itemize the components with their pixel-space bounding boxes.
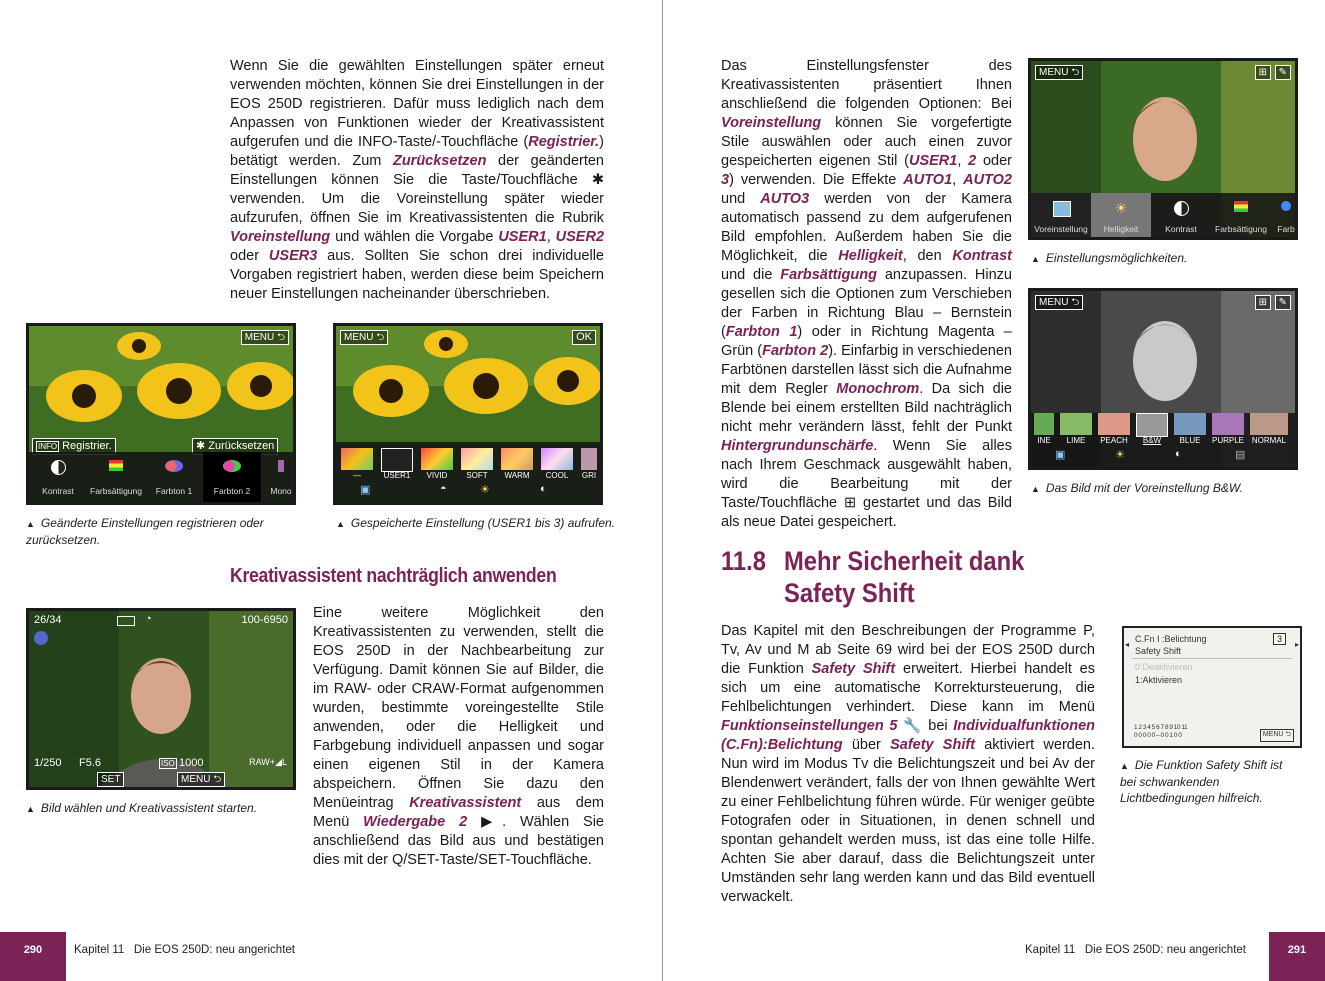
text-run: aktiviert werden. Nun wird im Modus Tv die Belichtungszeit und bei Av der Blendenwert verändert, falls der von Ihnen gewählte Wert zu einer Fehlbelichtung führen würde. Für weniger geübte Fotografen oder in Situationen, in denen schnell und spontan gehandelt werden muss, ist das eine tolle Hilfe. Achten Sie aber darauf, dass die Belichtungszeit unter Umständen sehr lang werden kann und das Bild eventuell verwackelt. xyxy=(721,737,1095,905)
emphasized-term: USER3 xyxy=(268,248,318,264)
emphasized-term: Voreinstellung xyxy=(721,115,822,131)
page-number: 290 xyxy=(0,932,66,981)
emphasized-term: Registrier. xyxy=(528,134,600,150)
section-heading: Kreativassistent nachträglich anwenden xyxy=(230,565,557,587)
caption-marker-icon: ▲ xyxy=(26,519,35,529)
people-icon: ◓ xyxy=(440,483,447,495)
cfn-index-row1: 1 2 3 4 5 6 7 8 9 10 11 xyxy=(1134,724,1188,731)
save-start-icon[interactable]: ⊞ xyxy=(1255,65,1271,80)
caption-marker-icon: ▲ xyxy=(1120,761,1129,771)
tab-farb[interactable] xyxy=(1271,193,1298,237)
next-arrow-icon[interactable]: ▸ xyxy=(1294,640,1299,649)
text-run: , xyxy=(957,153,969,169)
preset-bw[interactable]: B&W xyxy=(1133,411,1171,445)
tab-label: Farbton 2 xyxy=(213,486,251,496)
tab-label: Helligkeit xyxy=(1103,224,1139,234)
saturation-icon xyxy=(1234,201,1248,212)
emphasized-term: Zurücksetzen xyxy=(392,153,487,169)
camera-menu-safety-shift xyxy=(1122,626,1302,748)
text-run: ) oder in Richtung Magenta – Grün ( xyxy=(721,324,1012,359)
cfn-index-row2: 0 0 0 0 0 – 0 0 1 0 0 xyxy=(1134,732,1182,739)
wifi-icon: ◔ xyxy=(145,613,152,625)
text-run: können Sie vorgefertigte Stile auswählen oder auch einen zuvor gespeicherten eigenen Stil ( xyxy=(721,115,1012,169)
page-number: 291 xyxy=(1269,932,1325,981)
text-run: ▶. Wählen Sie anschließend das Bild aus und bestätigen dies mit der Q/SET-Taste/SET-Touchfläche. xyxy=(313,814,605,868)
camera-screen-options xyxy=(1028,58,1298,240)
caption-text: Die Funktion Safety Shift ist bei schwankenden Lichtbedingungen hilfreich. xyxy=(1120,758,1283,805)
text-run: , xyxy=(546,229,556,245)
text-run: anzupassen. Hinzu gesellen sich die Optionen zum Verschieben der Farben in Richtung Blau – Bernstein ( xyxy=(721,267,1012,340)
preset-normal[interactable]: NORMAL xyxy=(1247,411,1291,445)
aperture: F5.6 xyxy=(79,757,102,769)
emphasized-term: USER2 xyxy=(555,229,605,245)
emphasized-term: Wiedergabe 2 xyxy=(363,814,468,830)
text-run: aus dem Menü xyxy=(313,795,604,830)
battery-icon xyxy=(117,616,135,626)
preset-purple[interactable]: PURPLE xyxy=(1209,411,1247,445)
emphasized-term: USER1 xyxy=(908,153,958,169)
text-run: Wenn Sie die gewählten Einstellungen später erneut verwenden möchten, können Sie drei Einstellungen in der EOS 250D registrieren. Dafür muss lediglich nach dem Anpassen von Funktionen wieder der Kreativassistent aufgerufen und die INFO-Taste/-Touchfläche ( xyxy=(230,58,604,150)
caption-marker-icon: ▲ xyxy=(336,519,345,529)
text-run: über xyxy=(842,737,891,753)
saturation-icon xyxy=(109,460,123,471)
save-start-icon[interactable]: ⊞ xyxy=(1255,295,1271,310)
frame-count: 26/34 xyxy=(34,614,62,626)
text-run: und xyxy=(721,191,761,207)
brightness-icon: ☀ xyxy=(1114,200,1128,216)
option-tab-bar xyxy=(1031,193,1295,237)
ok-button[interactable]: OK xyxy=(572,330,596,345)
text-run: Das Kapitel mit den Beschreibungen der Programme P, Tv, Av und M ab Seite 69 wird bei der EOS 250D durch die Funktion xyxy=(721,623,1095,677)
contrast-icon: ◐ xyxy=(540,483,547,495)
tab-mono[interactable] xyxy=(261,452,296,502)
iso-badge: ISO xyxy=(161,759,175,768)
preset-tab-icons xyxy=(336,483,600,499)
tab-label: Farbton 1 xyxy=(155,486,193,496)
menu-back-button[interactable]: MENU ⮌ xyxy=(1035,65,1083,80)
preset-gri[interactable]: GRI xyxy=(578,446,600,480)
paragraph-safety-shift xyxy=(721,622,1095,907)
preset-lime[interactable]: LIME xyxy=(1057,411,1095,445)
info-label: INFO xyxy=(38,442,58,451)
caption-playback xyxy=(26,800,296,817)
tab-label: Farbsättigung xyxy=(90,486,142,496)
folder-file-number: 100-6950 xyxy=(241,614,288,626)
tab-label: Voreinstellung xyxy=(1034,224,1088,234)
iso-value: 1000 xyxy=(179,757,204,769)
emphasized-term: Farbsättigung xyxy=(780,267,877,283)
caption-bw xyxy=(1031,480,1301,497)
emphasized-term: AUTO3 xyxy=(760,191,810,207)
menu-back-button[interactable]: MENU ⮌ xyxy=(340,330,388,345)
tab-label: Farb xyxy=(1277,224,1295,234)
tab-label: Farbsättigung xyxy=(1215,224,1267,234)
preset-blue[interactable]: BLUE xyxy=(1171,411,1209,445)
preset-soft[interactable]: SOFT xyxy=(458,446,496,480)
tab-label: Kontrast xyxy=(1165,224,1197,234)
text-run: und wählen die Vorgabe xyxy=(330,229,499,245)
preset-user1[interactable]: USER1 xyxy=(378,446,416,480)
caption-options xyxy=(1031,250,1301,267)
tab-farbsaettigung[interactable] xyxy=(1211,193,1271,237)
right-page xyxy=(663,0,1325,981)
text-run: ). Einfarbig in verschiedenen Farbtönen darstellen lässt sich die Aufnahme mit dem Regler xyxy=(721,343,1012,397)
preset-vivid[interactable]: VIVID xyxy=(418,446,456,480)
mono-icon xyxy=(278,460,284,472)
tone1-icon xyxy=(165,460,183,472)
menu-back-button[interactable]: MENU ⮌ xyxy=(1260,729,1294,742)
camera-screen-register xyxy=(26,323,296,505)
text-run: aus. Sollten Sie schon drei individuelle Vorgaben registriert haben, werden diese beim Speichern neuer Einstellungen nacheinander überschrieben. xyxy=(230,248,604,302)
reset-button[interactable]: ✱ Zurücksetzen xyxy=(192,438,278,455)
section-title-line1: Mehr Sicherheit dank xyxy=(784,546,1025,576)
intro-paragraph xyxy=(230,57,604,304)
text-run: und die xyxy=(721,267,781,283)
tab-voreinstellung[interactable] xyxy=(1031,193,1091,237)
camera-playback-screen xyxy=(26,608,296,790)
emphasized-term: 2 xyxy=(968,153,977,169)
brightness-icon: ☀ xyxy=(1115,449,1125,461)
text-run: oder xyxy=(976,153,1012,169)
page-indicator: 3 xyxy=(1273,633,1286,645)
tab-farbton-1[interactable] xyxy=(145,452,203,502)
text-run: ) betätigt werden. Zum xyxy=(230,134,604,169)
tab-kontrast[interactable] xyxy=(29,452,87,502)
menu-back-button[interactable]: MENU ⮌ xyxy=(177,772,225,787)
text-run: werden von der Kamera automatisch passend zu dem aufgerufenen Bild empfohlen. Außerdem haben Sie die Möglichkeit, die xyxy=(721,191,1012,264)
menu-title-line2: Safety Shift xyxy=(1135,646,1182,656)
tab-label: Kontrast xyxy=(42,486,74,496)
edit-icon[interactable]: ✎ xyxy=(1275,295,1291,310)
caption-text: Geänderte Einstellungen registrieren oder zurücksetzen. xyxy=(26,516,264,547)
caption-text: Gespeicherte Einstellung (USER1 bis 3) aufrufen. xyxy=(350,516,616,530)
picture-icon: ▣ xyxy=(1055,449,1066,461)
menu-back-button[interactable]: MENU ⮌ xyxy=(241,330,289,345)
preset-peach[interactable]: PEACH xyxy=(1095,411,1133,445)
set-button[interactable]: SET xyxy=(97,772,124,787)
paragraph-retro-assistant xyxy=(313,604,604,870)
caption-marker-icon: ▲ xyxy=(26,804,35,814)
edit-icon[interactable]: ✎ xyxy=(1275,65,1291,80)
tab-helligkeit[interactable] xyxy=(1091,193,1151,237)
tab-label: Mono xyxy=(270,486,292,496)
contrast-icon xyxy=(51,460,66,475)
emphasized-term: Farbton 1 xyxy=(725,324,798,340)
tone2-icon xyxy=(223,460,241,472)
option-deaktivieren[interactable]: 0:Deaktivieren xyxy=(1135,662,1193,672)
adjustment-tab-bar xyxy=(29,452,293,502)
emphasized-term: Individualfunktionen (C.Fn):Belichtung xyxy=(721,718,1095,753)
menu-title-line1: C.Fn I :Belichtung xyxy=(1135,634,1207,644)
emphasized-term: 3 xyxy=(721,172,730,188)
preset-ine[interactable]: INE xyxy=(1031,411,1057,445)
emphasized-term: AUTO1 xyxy=(903,172,953,188)
emphasized-term: Kreativassistent xyxy=(409,795,522,811)
image-quality: RAW+◢L xyxy=(249,757,287,767)
picture-icon: ▣ xyxy=(360,484,371,496)
emphasized-term: AUTO2 xyxy=(963,172,1012,188)
preset-cool[interactable]: COOL xyxy=(538,446,576,480)
text-run: . Da sich die Blende bei einem erstellten Bild nachträglich nicht mehr verändern lässt, fehlt der Punkt xyxy=(721,381,1012,435)
caption-text: Einstellungsmöglichkeiten. xyxy=(1045,251,1188,265)
running-footer: Kapitel 11 Die EOS 250D: neu angerichtet xyxy=(74,944,295,956)
preset-thumbnails xyxy=(336,446,600,480)
text-run: 🔧 bei xyxy=(897,718,954,734)
emphasized-term: Kontrast xyxy=(952,248,1012,264)
section-title-line2: Safety Shift xyxy=(784,578,915,608)
section-number: 11.8 xyxy=(721,546,766,576)
tone-icon xyxy=(1281,201,1291,211)
contrast-icon xyxy=(1174,201,1189,216)
tab-kontrast[interactable] xyxy=(1151,193,1211,237)
preset-tab-icons xyxy=(1031,448,1295,464)
tab-farbsaettigung[interactable] xyxy=(87,452,145,502)
prev-arrow-icon[interactable]: ◂ xyxy=(1125,640,1130,649)
emphasized-term: Safety Shift xyxy=(811,661,896,677)
emphasized-term: Voreinstellung xyxy=(230,229,331,245)
caption-marker-icon: ▲ xyxy=(1031,254,1040,264)
text-run: , den xyxy=(902,248,953,264)
caption-presets xyxy=(336,515,616,532)
running-footer: Kapitel 11 Die EOS 250D: neu angerichtet xyxy=(1025,944,1246,956)
text-run: ) verwenden. Die Effekte xyxy=(729,172,904,188)
text-run: erweitert. Hierbei handelt es sich um eine automatische Korrektursteuerung, die Fehlbelichtungen verhindert. Diese kann im Menü xyxy=(721,661,1095,715)
preset-none[interactable]: — xyxy=(338,446,376,480)
caption-marker-icon: ▲ xyxy=(1031,484,1040,494)
emphasized-term: Safety Shift xyxy=(890,737,976,753)
emphasized-term: USER1 xyxy=(498,229,547,245)
contrast-icon: ◐ xyxy=(1175,448,1182,460)
emphasized-term: Farbton 2 xyxy=(762,343,829,359)
picture-icon xyxy=(1053,201,1071,217)
menu-divider xyxy=(1132,658,1292,659)
caption-text: Das Bild mit der Voreinstellung B&W. xyxy=(1045,481,1244,495)
camera-screen-presets xyxy=(333,323,603,505)
creative-assist-icon xyxy=(34,631,48,645)
brightness-icon: ☀ xyxy=(480,484,490,496)
text-run: Eine weitere Möglichkeit den Kreativassistenten zu verwenden, stellt die EOS 250D in der Nachbearbeitung zur Verfügung. Damit können Sie auf Bilder, die im RAW- oder CRAW-Format aufgenommen wurden, bestimmte voreingestellte Stile anwenden, oder die Helligkeit und Farbgebung individuell anpassen und sogar einen eigenen Stil in der Kamera abspeichern. Öffnen Sie dazu den Menüeintrag xyxy=(313,605,604,811)
menu-back-button[interactable]: MENU ⮌ xyxy=(1035,295,1083,310)
camera-screen-bw xyxy=(1028,288,1298,470)
register-label: Registrier. xyxy=(62,440,112,452)
preset-thumbnails xyxy=(1031,413,1295,445)
text-run: der geänderten Einstellungen können Sie die Taste/Touchfläche ✱ verwenden. Um die Voreinstellung später wieder aufzurufen, öffnen Sie im Kreativassistenten die Rubrik xyxy=(230,153,604,226)
shutter-speed: 1/250 xyxy=(34,757,62,769)
emphasized-term: Hintergrundunschärfe xyxy=(721,438,874,454)
text-run: Das Einstellungsfenster des Kreativassistenten präsentiert Ihnen anschließend die folgenden Optionen: Bei xyxy=(721,58,1012,112)
saturation-icon: ▤ xyxy=(1235,449,1246,461)
paragraph-options xyxy=(721,57,1012,532)
tab-farbton-2[interactable] xyxy=(203,452,261,502)
caption-text: Bild wählen und Kreativassistent starten. xyxy=(40,801,258,815)
emphasized-term: Helligkeit xyxy=(838,248,903,264)
text-run: . Wenn Sie alles nach Ihrem Geschmack ausgewählt haben, wird die Bearbeitung mit der Taste/Touchfläche ⊞ gestartet und das Bild als neue Datei gespeichert. xyxy=(721,438,1012,530)
emphasized-term: Monochrom xyxy=(836,381,920,397)
caption-safety-shift xyxy=(1120,757,1300,806)
text-run: oder xyxy=(230,248,269,264)
text-run: , xyxy=(952,172,964,188)
caption-register xyxy=(26,515,296,548)
emphasized-term: Funktionseinstellungen 5 xyxy=(721,718,898,734)
option-aktivieren[interactable]: 1:Aktivieren xyxy=(1135,675,1183,685)
preset-warm[interactable]: WARM xyxy=(498,446,536,480)
